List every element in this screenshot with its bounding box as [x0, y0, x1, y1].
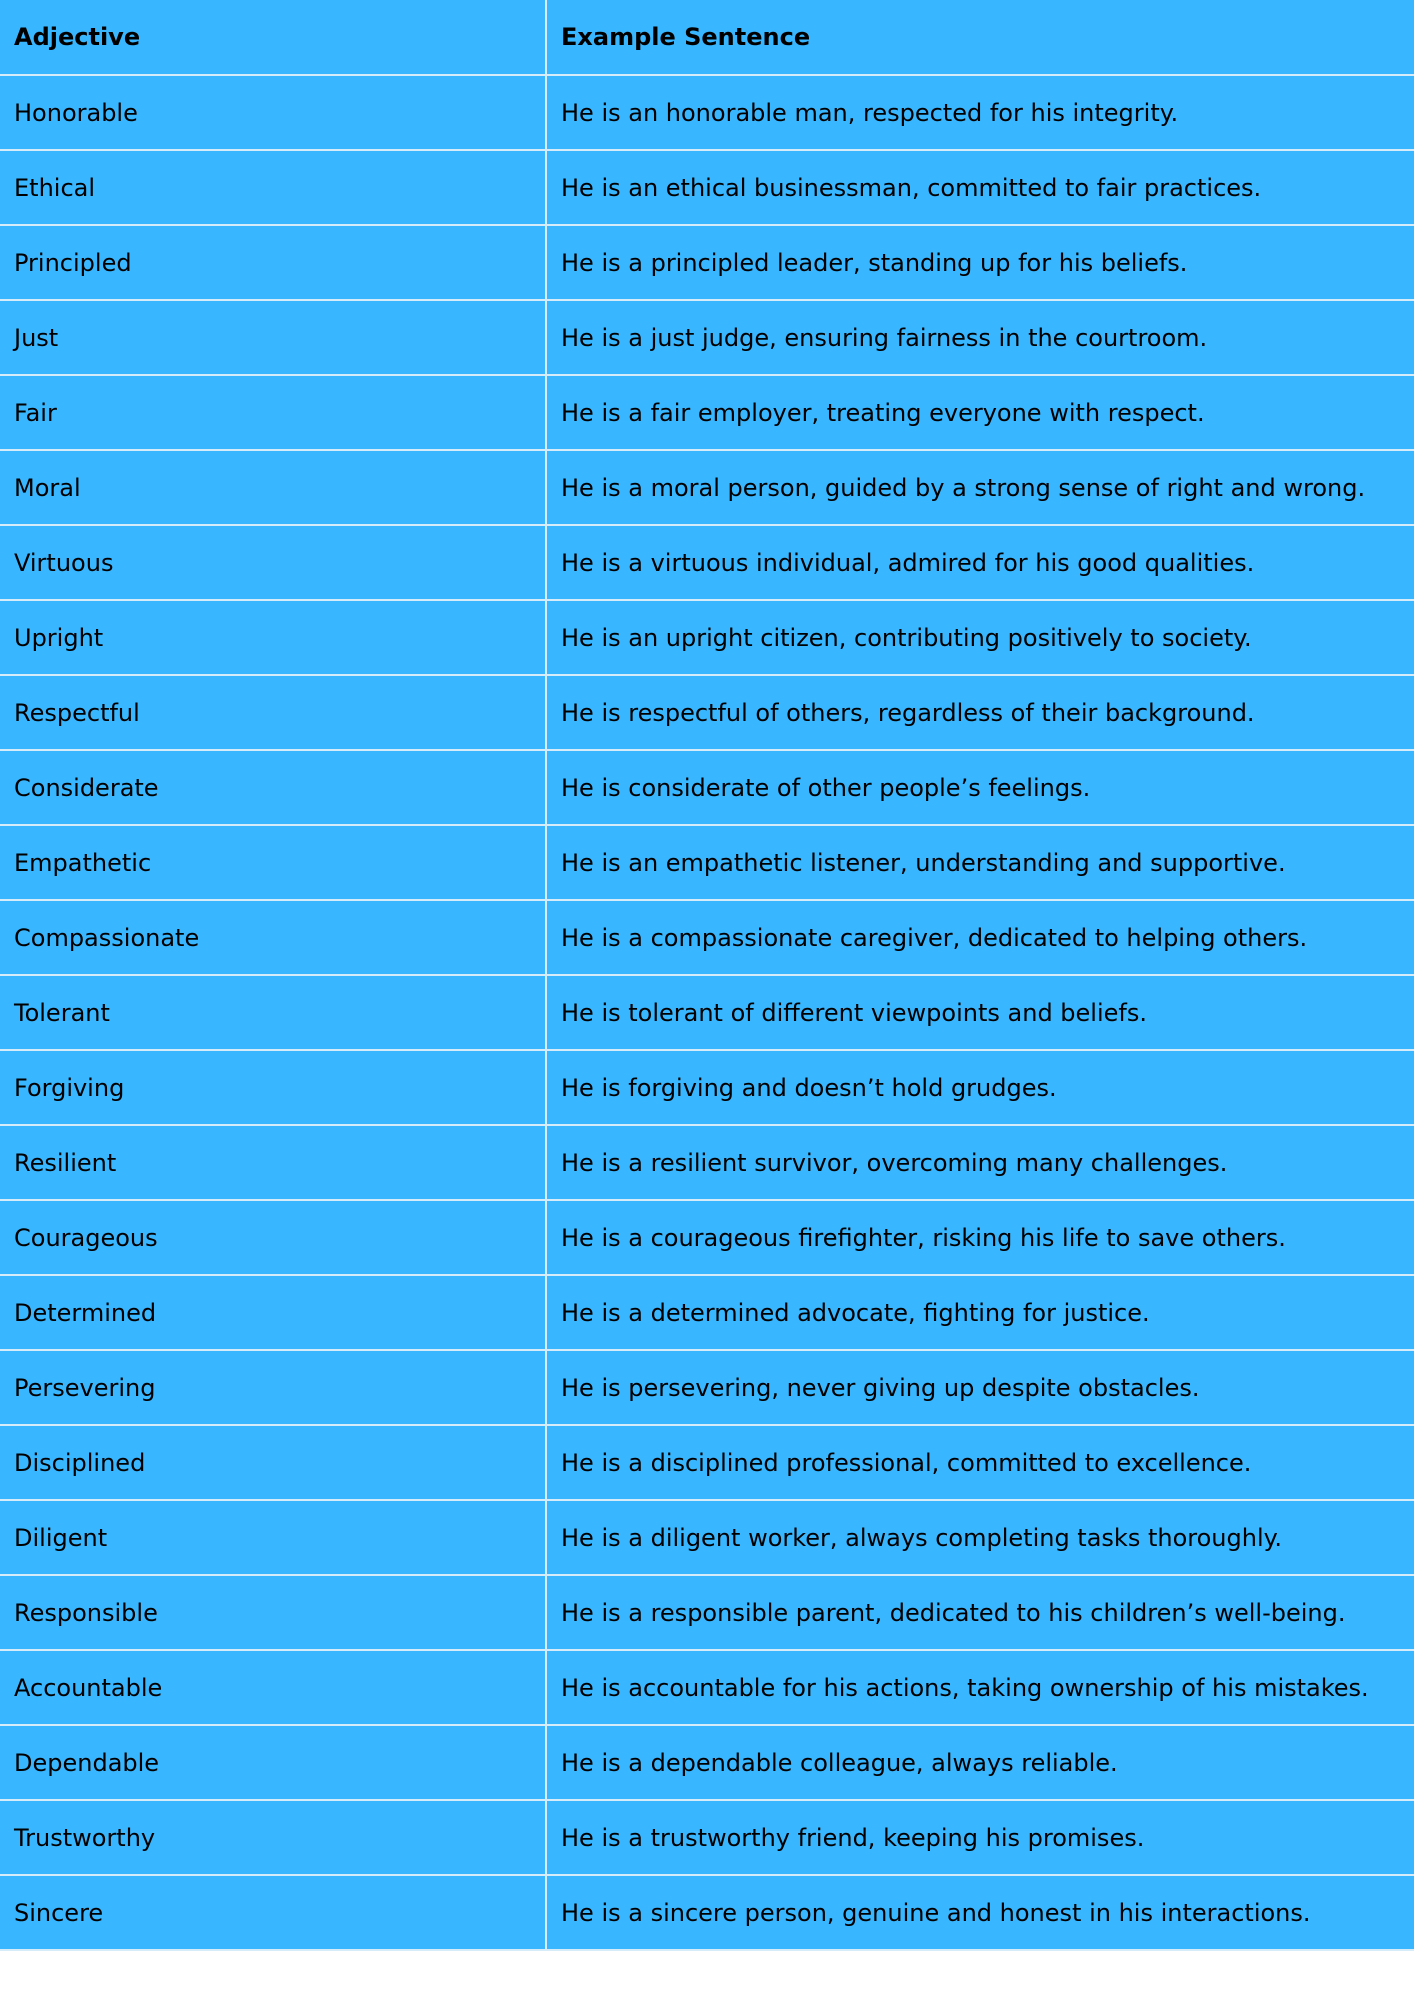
cell-example-sentence: He is respectful of others, regardless of their background. — [546, 675, 1414, 750]
cell-adjective: Virtuous — [0, 525, 546, 600]
cell-example-sentence: He is a responsible parent, dedicated to his children’s well-being. — [546, 1575, 1414, 1650]
cell-adjective: Tolerant — [0, 975, 546, 1050]
cell-adjective: Fair — [0, 375, 546, 450]
cell-example-sentence: He is a courageous firefighter, risking his life to save others. — [546, 1200, 1414, 1275]
cell-example-sentence: He is a diligent worker, always completing tasks thoroughly. — [546, 1500, 1414, 1575]
table-row — [0, 75, 1414, 150]
cell-adjective: Responsible — [0, 1575, 546, 1650]
cell-example-sentence: He is a virtuous individual, admired for his good qualities. — [546, 525, 1414, 600]
cell-example-sentence: He is a compassionate caregiver, dedicated to helping others. — [546, 900, 1414, 975]
table-row — [0, 1800, 1414, 1875]
cell-example-sentence: He is a determined advocate, fighting for justice. — [546, 1275, 1414, 1350]
column-header-example-sentence: Example Sentence — [546, 0, 1414, 75]
cell-example-sentence: He is considerate of other people’s feelings. — [546, 750, 1414, 825]
table-row — [0, 1575, 1414, 1650]
cell-adjective: Upright — [0, 600, 546, 675]
table-row — [0, 1050, 1414, 1125]
table-row — [0, 375, 1414, 450]
cell-adjective: Accountable — [0, 1650, 546, 1725]
cell-adjective: Persevering — [0, 1350, 546, 1425]
cell-example-sentence: He is a dependable colleague, always reliable. — [546, 1725, 1414, 1800]
table-row — [0, 1500, 1414, 1575]
cell-adjective: Trustworthy — [0, 1800, 546, 1875]
table-row — [0, 1425, 1414, 1500]
table-row — [0, 825, 1414, 900]
table-row — [0, 450, 1414, 525]
cell-adjective: Moral — [0, 450, 546, 525]
cell-adjective: Sincere — [0, 1875, 546, 1950]
cell-adjective: Principled — [0, 225, 546, 300]
table-row — [0, 225, 1414, 300]
table-row — [0, 1275, 1414, 1350]
cell-adjective: Respectful — [0, 675, 546, 750]
cell-example-sentence: He is persevering, never giving up despite obstacles. — [546, 1350, 1414, 1425]
cell-example-sentence: He is accountable for his actions, taking ownership of his mistakes. — [546, 1650, 1414, 1725]
cell-adjective: Just — [0, 300, 546, 375]
cell-adjective: Honorable — [0, 75, 546, 150]
cell-example-sentence: He is a trustworthy friend, keeping his promises. — [546, 1800, 1414, 1875]
cell-adjective: Dependable — [0, 1725, 546, 1800]
column-header-adjective: Adjective — [0, 0, 546, 75]
cell-example-sentence: He is an empathetic listener, understanding and supportive. — [546, 825, 1414, 900]
cell-example-sentence: He is a moral person, guided by a strong sense of right and wrong. — [546, 450, 1414, 525]
cell-example-sentence: He is an upright citizen, contributing positively to society. — [546, 600, 1414, 675]
table-row — [0, 525, 1414, 600]
cell-adjective: Diligent — [0, 1500, 546, 1575]
cell-example-sentence: He is a principled leader, standing up for his beliefs. — [546, 225, 1414, 300]
cell-adjective: Disciplined — [0, 1425, 546, 1500]
table-row — [0, 675, 1414, 750]
table-row — [0, 300, 1414, 375]
cell-example-sentence: He is a fair employer, treating everyone with respect. — [546, 375, 1414, 450]
table-row — [0, 1875, 1414, 1950]
cell-example-sentence: He is a just judge, ensuring fairness in the courtroom. — [546, 300, 1414, 375]
cell-adjective: Determined — [0, 1275, 546, 1350]
cell-example-sentence: He is an honorable man, respected for his integrity. — [546, 75, 1414, 150]
cell-adjective: Ethical — [0, 150, 546, 225]
table-row — [0, 1650, 1414, 1725]
table-row — [0, 1125, 1414, 1200]
table-row — [0, 1725, 1414, 1800]
table-row — [0, 975, 1414, 1050]
cell-example-sentence: He is an ethical businessman, committed to fair practices. — [546, 150, 1414, 225]
cell-example-sentence: He is a sincere person, genuine and honest in his interactions. — [546, 1875, 1414, 1950]
table-row — [0, 150, 1414, 225]
cell-adjective: Courageous — [0, 1200, 546, 1275]
table-row — [0, 600, 1414, 675]
table-body — [0, 75, 1414, 1950]
cell-adjective: Empathetic — [0, 825, 546, 900]
table-row — [0, 1200, 1414, 1275]
cell-example-sentence: He is a resilient survivor, overcoming many challenges. — [546, 1125, 1414, 1200]
table-row — [0, 1350, 1414, 1425]
cell-adjective: Considerate — [0, 750, 546, 825]
table-row — [0, 900, 1414, 975]
table-header-row — [0, 0, 1414, 75]
table-row — [0, 750, 1414, 825]
cell-adjective: Resilient — [0, 1125, 546, 1200]
cell-example-sentence: He is forgiving and doesn’t hold grudges. — [546, 1050, 1414, 1125]
cell-example-sentence: He is tolerant of different viewpoints and beliefs. — [546, 975, 1414, 1050]
cell-adjective: Forgiving — [0, 1050, 546, 1125]
cell-adjective: Compassionate — [0, 900, 546, 975]
cell-example-sentence: He is a disciplined professional, committed to excellence. — [546, 1425, 1414, 1500]
